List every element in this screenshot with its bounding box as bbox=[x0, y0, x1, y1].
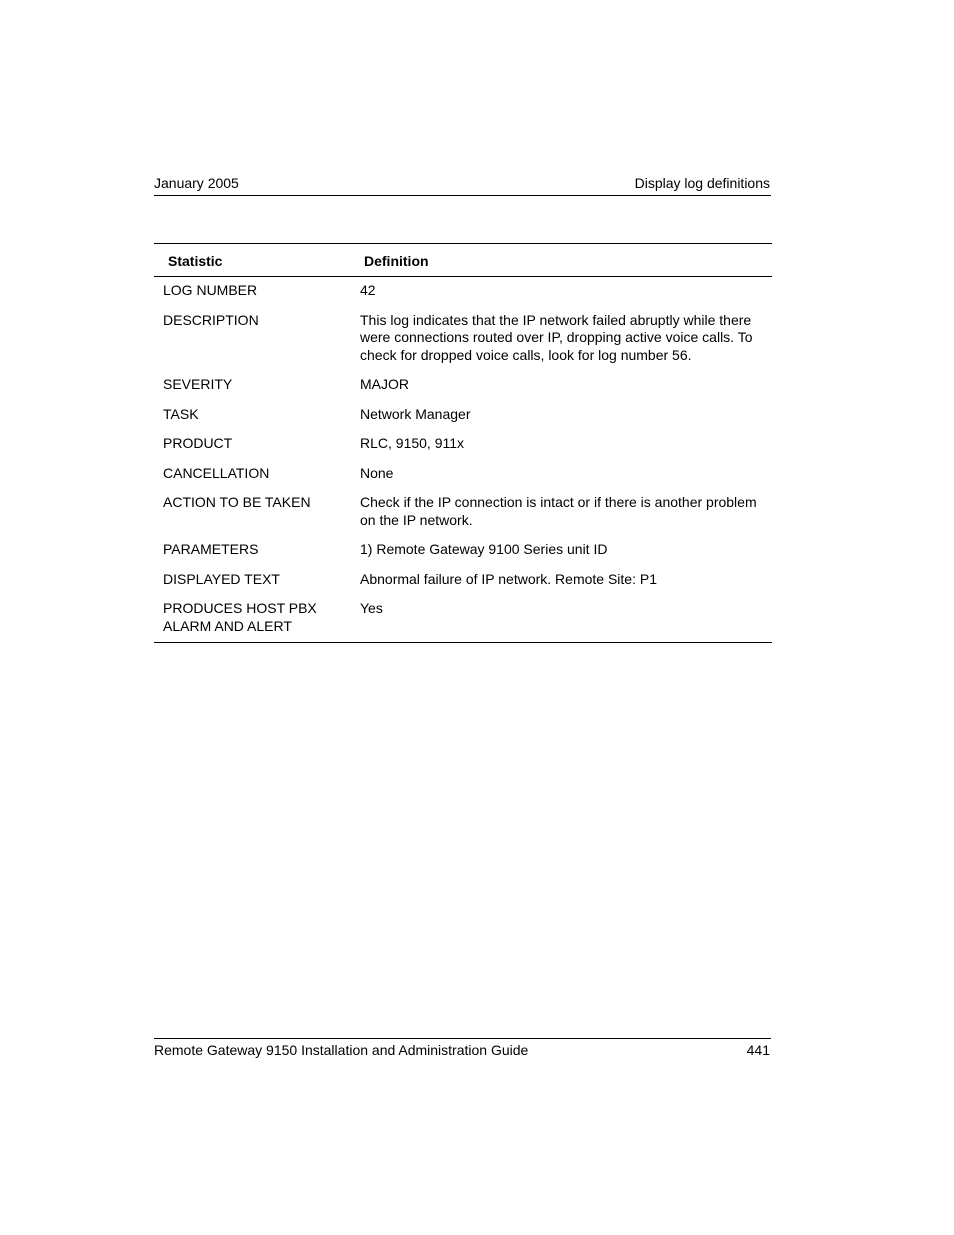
page-header bbox=[154, 174, 771, 196]
page-footer bbox=[154, 1038, 771, 1063]
statistic-cell: PRODUCT bbox=[163, 435, 233, 451]
definition-cell: 42 bbox=[360, 282, 376, 298]
statistic-cell: CANCELLATION bbox=[163, 464, 270, 481]
statistic-cell: DISPLAYED TEXT bbox=[163, 570, 280, 587]
page-number: 441 bbox=[746, 1042, 770, 1058]
statistic-cell: ACTION TO BE TAKEN bbox=[163, 494, 311, 510]
statistic-cell: PRODUCES HOST PBX ALARM AND ALERT bbox=[163, 600, 317, 634]
statistic-cell: TASK bbox=[163, 405, 199, 422]
table-row bbox=[154, 536, 772, 566]
definition-cell: 1) Remote Gateway 9100 Series unit ID bbox=[360, 541, 608, 557]
statistic-cell: SEVERITY bbox=[163, 376, 233, 392]
table-row bbox=[154, 307, 772, 372]
table-row bbox=[154, 566, 772, 596]
definition-cell: RLC, 9150, 911x bbox=[360, 435, 465, 451]
column-header-statistic: Statistic bbox=[154, 244, 350, 277]
definition-cell: MAJOR bbox=[360, 376, 409, 392]
footer-document-title: Remote Gateway 9150 Installation and Administration Guide bbox=[154, 1042, 529, 1058]
definition-cell: Abnormal failure of IP network. Remote Site: P1 bbox=[360, 570, 657, 587]
definition-cell: None bbox=[360, 464, 394, 481]
log-definition-table bbox=[154, 243, 772, 643]
statistic-cell: LOG NUMBER bbox=[163, 282, 258, 298]
table-row bbox=[154, 460, 772, 490]
table-row bbox=[154, 277, 772, 307]
table-row bbox=[154, 489, 772, 536]
header-section-title: Display log definitions bbox=[634, 175, 770, 191]
definition-cell: Network Manager bbox=[360, 405, 471, 422]
table-row bbox=[154, 371, 772, 401]
column-header-definition: Definition bbox=[350, 244, 772, 277]
statistic-cell: DESCRIPTION bbox=[163, 311, 259, 328]
definition-cell: Yes bbox=[360, 600, 383, 616]
table-row bbox=[154, 430, 772, 460]
log-definition-table-container bbox=[154, 243, 772, 643]
table-header-row bbox=[154, 244, 772, 277]
definition-cell: This log indicates that the IP network failed abruptly while there were connections routed over IP, dropping active voice calls. To check for dropped voice calls, look for log number 56. bbox=[360, 311, 753, 363]
table-row bbox=[154, 595, 772, 643]
statistic-cell: PARAMETERS bbox=[163, 541, 259, 557]
definition-cell: Check if the IP connection is intact or if there is another problem on the IP network. bbox=[360, 494, 757, 528]
table-row bbox=[154, 401, 772, 431]
header-date: January 2005 bbox=[154, 175, 239, 191]
